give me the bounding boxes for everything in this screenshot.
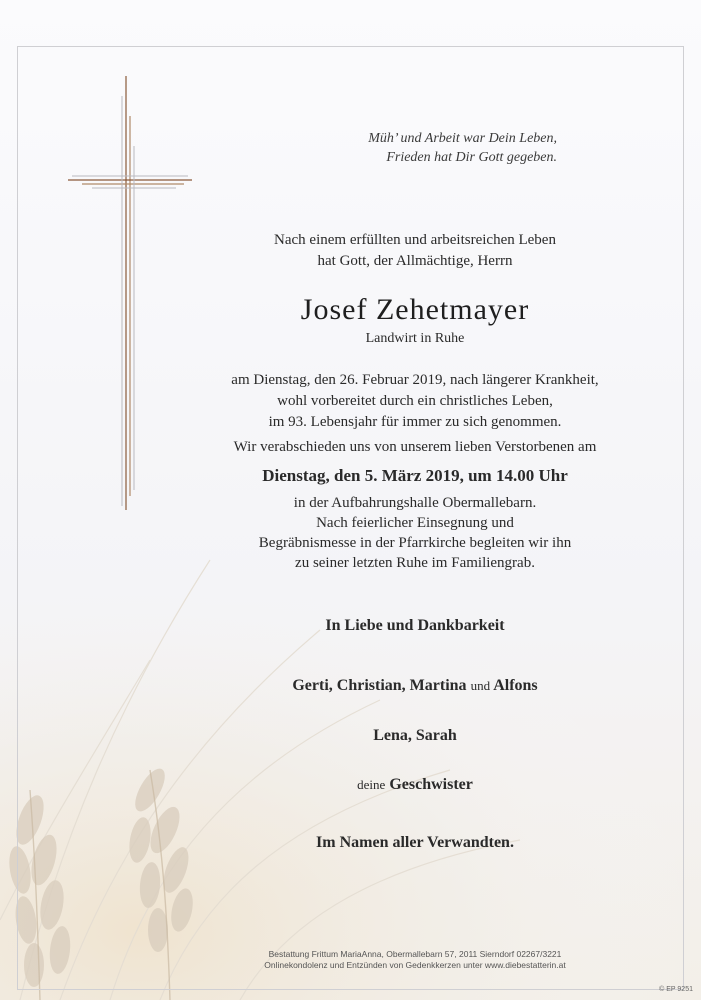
closing-phrase: In Liebe und Dankbarkeit [325, 617, 505, 634]
funeral-date: Dienstag, den 5. März 2019, um 14.00 Uhr [262, 466, 568, 485]
family-und: und [470, 678, 491, 693]
death-line-3: im 93. Lebensjahr für immer zu sich genommen. [268, 414, 562, 430]
family-names-list: Gerti, Christian, Martina [292, 677, 467, 694]
intro-text [170, 230, 660, 272]
place-line-1: in der Aufbahrungshalle Obermallebarn. [293, 495, 537, 511]
intro-line-1: Nach einem erfüllten und arbeitsreichen Leben [274, 232, 556, 248]
place-line-3: Begräbnismesse in der Pfarrkirche begleiten wir ihn [258, 535, 572, 551]
motto-quote [300, 129, 557, 167]
place-line-2: Nach feierlicher Einsegnung und [316, 515, 514, 531]
deceased-name: Josef Zehetmayer [300, 293, 530, 326]
funeral-place [170, 493, 660, 573]
family-last-name: Alfons [493, 677, 538, 694]
deceased-profession: Landwirt in Ruhe [365, 331, 465, 346]
siblings-label: Geschwister [389, 776, 473, 793]
family-names [170, 677, 660, 695]
place-line-4: zu seiner letzten Ruhe im Familiengrab. [295, 555, 535, 571]
farewell-text: Wir verabschieden uns von unserem lieben Verstorbenen am [233, 439, 597, 455]
print-code: © EP 9251 [659, 986, 693, 993]
funeral-home-footer [170, 949, 660, 971]
footer-line-2: Onlinekondolenz und Entzünden von Gedenkkerzen unter www.diebestatterin.at [264, 960, 566, 970]
death-line-2: wohl vorbereitet durch ein christliches Leben, [277, 393, 553, 409]
grandchildren-names: Lena, Sarah [373, 727, 457, 744]
death-line-1: am Dienstag, den 26. Februar 2019, nach längerer Krankheit, [231, 372, 599, 388]
siblings-line [170, 776, 660, 794]
intro-line-2: hat Gott, der Allmächtige, Herrn [317, 253, 513, 269]
footer-line-1: Bestattung Frittum MariaAnna, Obermallebarn 57, 2011 Sierndorf 02267/3221 [268, 949, 562, 959]
death-notice [170, 370, 660, 433]
siblings-prefix: deine [357, 777, 386, 792]
relatives-line: Im Namen aller Verwandten. [316, 834, 514, 851]
motto-line-2: Frieden hat Dir Gott gegeben. [386, 150, 557, 165]
motto-line-1: Müh’ und Arbeit war Dein Leben, [368, 131, 557, 146]
